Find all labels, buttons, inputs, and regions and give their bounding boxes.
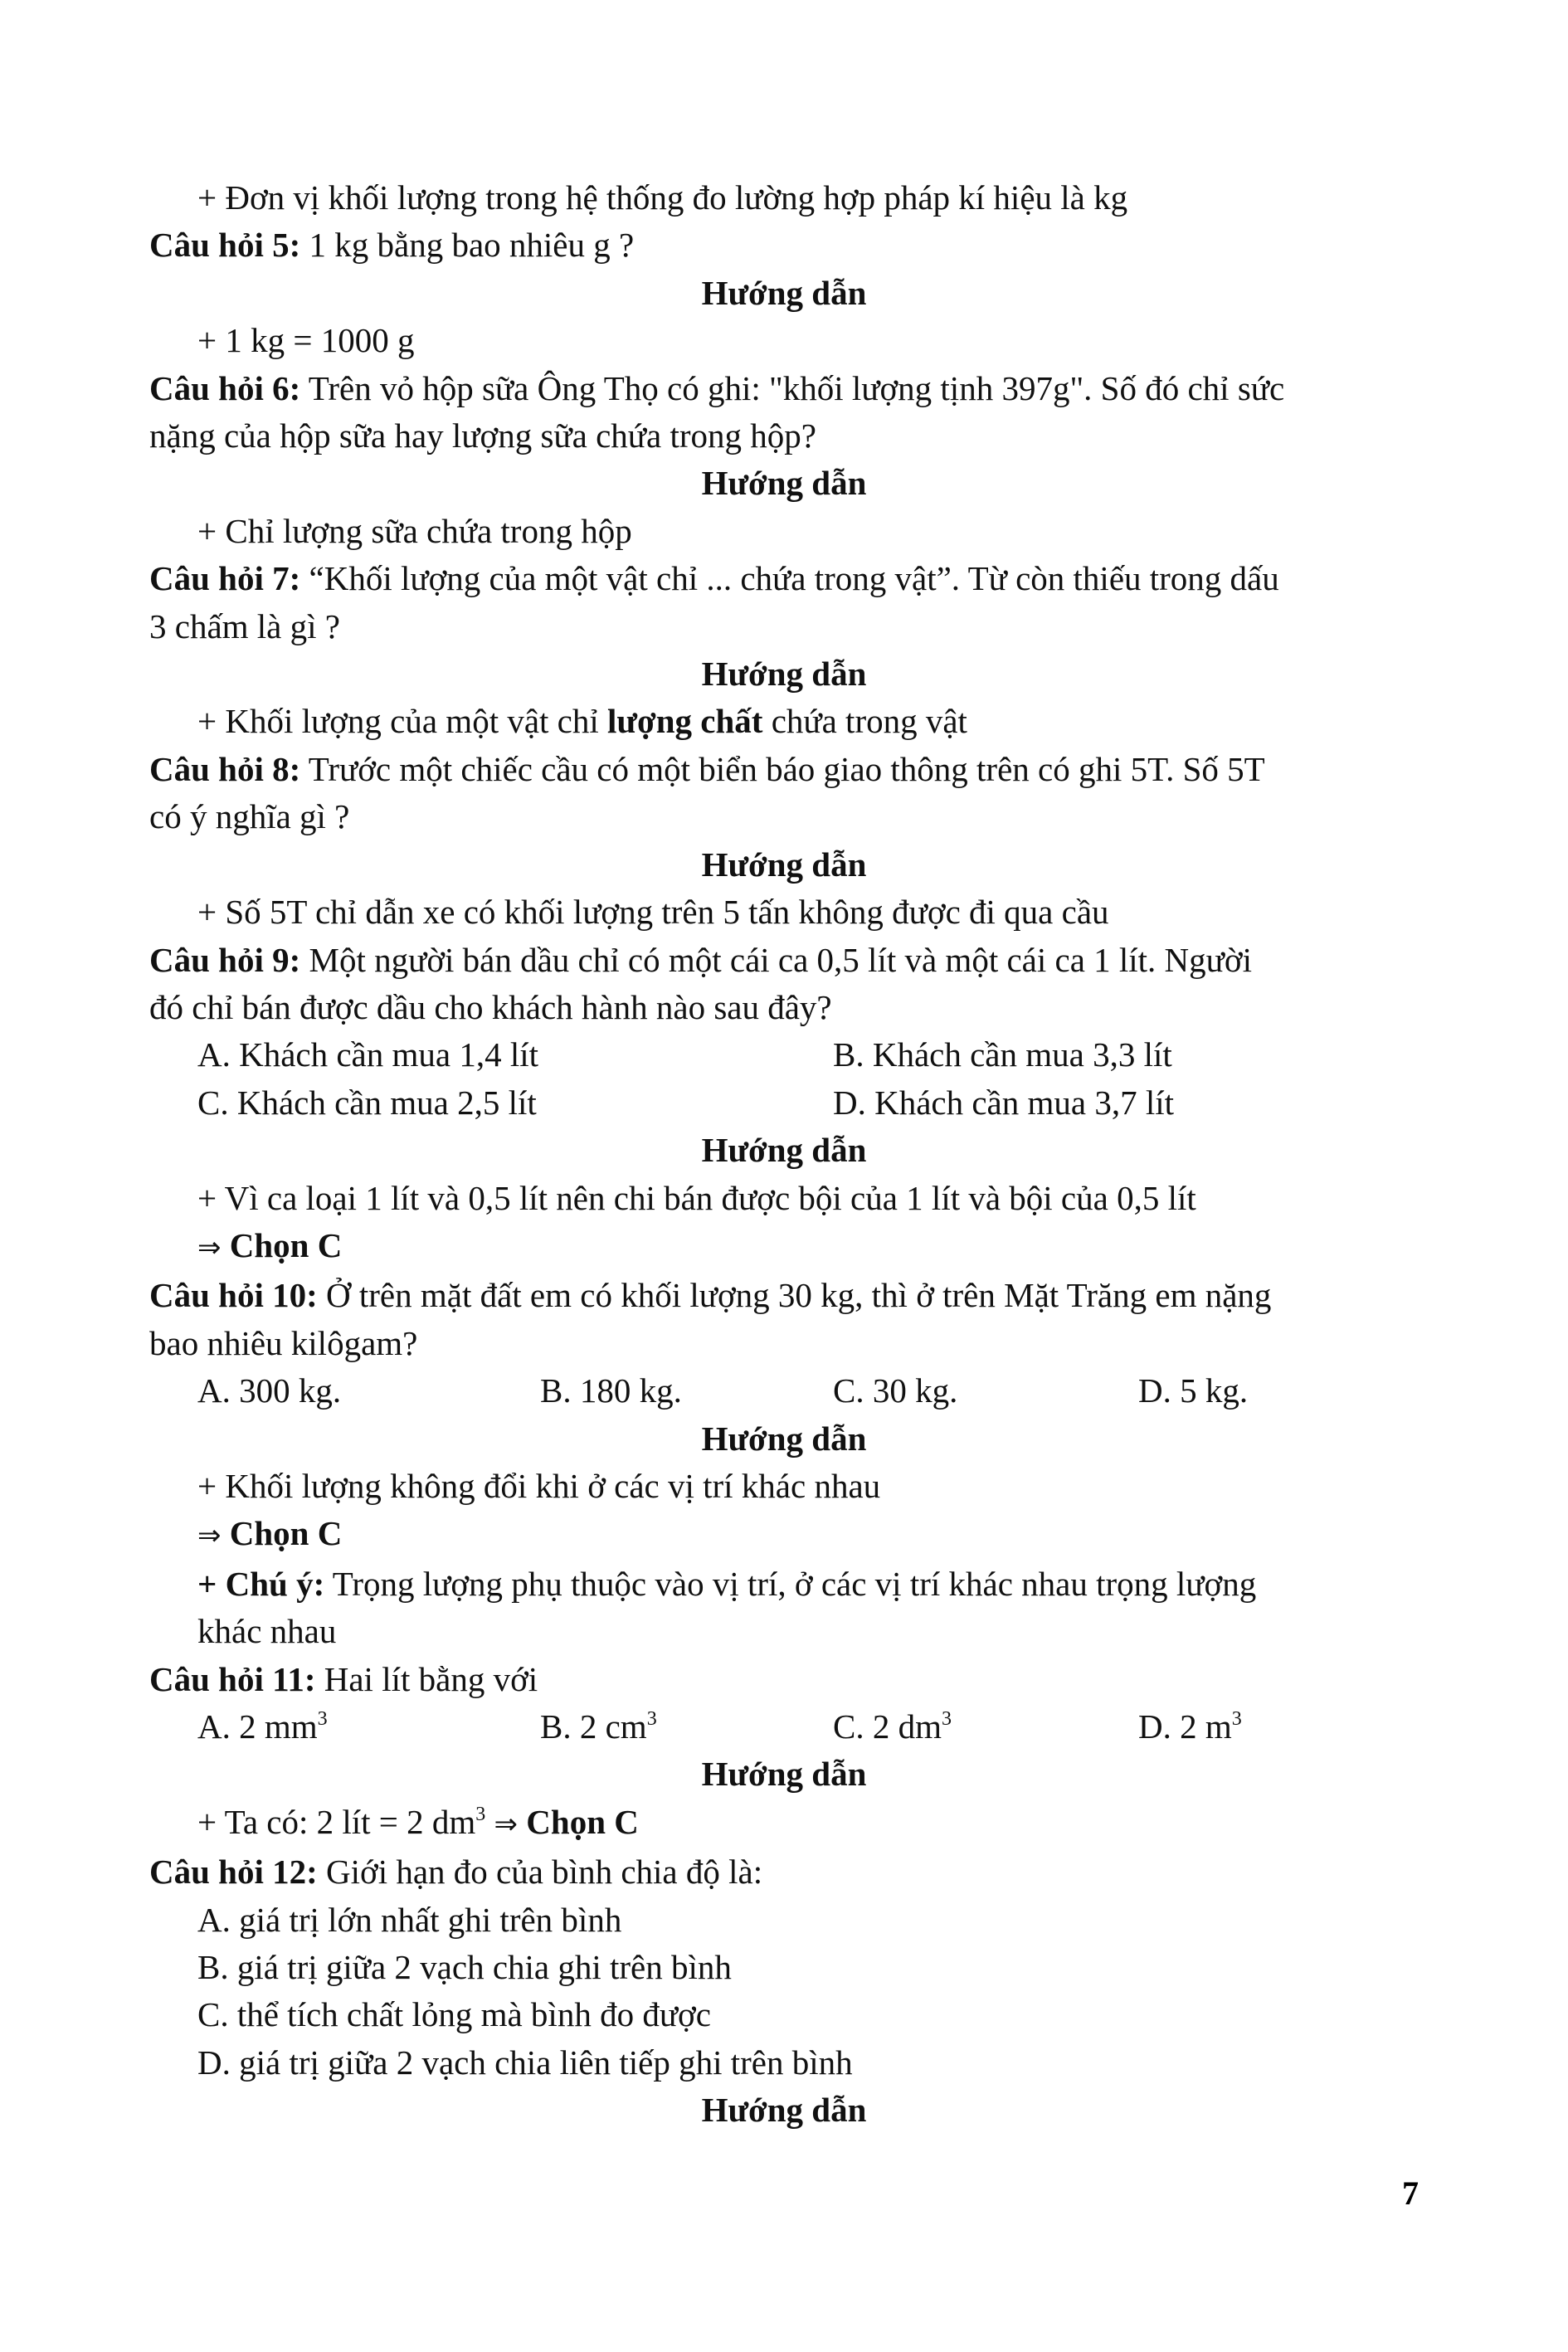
choice-10	[149, 1510, 1419, 1560]
answer-keyword: lượng chất	[607, 702, 763, 741]
choice-text: Chọn C	[526, 1802, 639, 1841]
guide-heading: Hướng dẫn	[701, 1419, 867, 1458]
question-text: Trước một chiếc cầu có một biển báo giao thông trên có ghi 5T. Số 5T	[300, 749, 1265, 788]
option-text: C. 2 dm	[833, 1707, 942, 1746]
document-page	[149, 174, 1419, 2135]
guide-heading: Hướng dẫn	[701, 2091, 867, 2130]
question-5	[149, 222, 1419, 269]
question-label: Câu hỏi 10:	[149, 1276, 318, 1315]
choice-text: Chọn C	[229, 1514, 343, 1553]
choice-9	[149, 1222, 1419, 1272]
question-7	[149, 555, 1419, 602]
options-row	[149, 1367, 1419, 1415]
option-c: C. 30 kg.	[833, 1371, 958, 1410]
guide-heading: Hướng dẫn	[701, 845, 867, 884]
question-label: Câu hỏi 7:	[149, 559, 301, 598]
answer-5: + 1 kg = 1000 g	[197, 321, 415, 360]
answer-8: + Số 5T chỉ dẫn xe có khối lượng trên 5 tấn không được đi qua cầu	[197, 893, 1109, 932]
question-9-cont: đó chỉ bán được dầu cho khách hành nào sau đây?	[149, 987, 832, 1026]
question-6-cont: nặng của hộp sữa hay lượng sữa chứa trong hộp?	[149, 416, 816, 455]
note-text: Trọng lượng phụ thuộc vào vị trí, ở các vị trí khác nhau trọng lượng	[324, 1564, 1257, 1603]
answer-7	[149, 698, 1419, 745]
question-7-cont: 3 chấm là gì ?	[149, 606, 340, 645]
option-d	[1138, 1703, 1242, 1751]
question-8-cont: có ý nghĩa gì ?	[149, 797, 350, 836]
option-b: B. Khách cần mua 3,3 lít	[833, 1035, 1172, 1074]
question-11	[149, 1656, 1419, 1703]
guide-heading: Hướng dẫn	[701, 273, 867, 312]
option-b: B. 180 kg.	[540, 1371, 682, 1410]
answer-text: chứa trong vật	[762, 702, 967, 741]
implies-arrow: ⇒	[197, 1519, 222, 1553]
options-row	[149, 1079, 1419, 1127]
intro-line: + Đơn vị khối lượng trong hệ thống đo lường hợp pháp kí hiệu là kg	[197, 178, 1128, 217]
question-text: 1 kg bằng bao nhiêu g ?	[300, 226, 635, 265]
option-c: C. thể tích chất lỏng mà bình đo được	[197, 1995, 711, 2034]
question-10-cont: bao nhiêu kilôgam?	[149, 1323, 418, 1362]
question-text: “Khối lượng của một vật chỉ ... chứa trong vật”. Từ còn thiếu trong dấu	[300, 559, 1279, 598]
answer-text: + Ta có: 2 lít = 2 dm	[197, 1802, 476, 1841]
answer-6: + Chỉ lượng sữa chứa trong hộp	[197, 511, 632, 550]
choice-text: Chọn C	[229, 1225, 343, 1264]
option-text: D. 2 m	[1138, 1707, 1232, 1746]
question-text: Giới hạn đo của bình chia độ là:	[317, 1853, 763, 1892]
page-number: 7	[1402, 2174, 1419, 2212]
question-label: Câu hỏi 6:	[149, 368, 301, 407]
question-label: Câu hỏi 5:	[149, 226, 301, 265]
question-text: Trên vỏ hộp sữa Ông Thọ có ghi: "khối lượng tịnh 397g". Số đó chỉ sức	[300, 368, 1285, 407]
guide-heading: Hướng dẫn	[701, 1131, 867, 1170]
option-text: B. 2 cm	[540, 1707, 647, 1746]
answer-11	[149, 1799, 1419, 1848]
option-a: A. 300 kg.	[197, 1371, 342, 1410]
exponent: 3	[646, 1708, 657, 1730]
guide-heading: Hướng dẫn	[701, 655, 867, 694]
exponent: 3	[475, 1803, 486, 1825]
option-c: C. Khách cần mua 2,5 lít	[197, 1083, 537, 1122]
question-label: Câu hỏi 12:	[149, 1853, 318, 1892]
answer-10: + Khối lượng không đổi khi ở các vị trí khác nhau	[197, 1466, 881, 1505]
implies-arrow: ⇒	[494, 1807, 519, 1841]
guide-heading: Hướng dẫn	[701, 1755, 867, 1794]
question-text: Một người bán dầu chỉ có một cái ca 0,5 lít và một cái ca 1 lít. Người	[300, 940, 1252, 979]
option-d: D. Khách cần mua 3,7 lít	[833, 1083, 1175, 1122]
question-text: Ở trên mặt đất em có khối lượng 30 kg, thì ở trên Mặt Trăng em nặng	[317, 1276, 1272, 1315]
option-text: A. 2 mm	[197, 1707, 318, 1746]
note-label: + Chú ý:	[197, 1564, 325, 1603]
options-row	[149, 1031, 1419, 1079]
option-a: A. Khách cần mua 1,4 lít	[197, 1035, 539, 1074]
implies-arrow: ⇒	[197, 1230, 222, 1264]
option-d: D. giá trị giữa 2 vạch chia liên tiếp ghi trên bình	[197, 2043, 853, 2082]
option-d: D. 5 kg.	[1138, 1371, 1249, 1410]
question-10	[149, 1272, 1419, 1319]
question-text: Hai lít bằng với	[315, 1659, 538, 1698]
note-10-cont: khác nhau	[197, 1612, 337, 1651]
option-a: A. giá trị lớn nhất ghi trên bình	[197, 1900, 622, 1939]
exponent: 3	[317, 1708, 328, 1730]
question-8	[149, 746, 1419, 793]
question-label: Câu hỏi 11:	[149, 1659, 316, 1698]
question-9	[149, 937, 1419, 984]
option-a	[197, 1703, 540, 1751]
question-12	[149, 1848, 1419, 1896]
question-6	[149, 365, 1419, 412]
answer-text: + Khối lượng của một vật chỉ	[197, 702, 608, 741]
option-c	[833, 1703, 1138, 1751]
guide-heading: Hướng dẫn	[701, 464, 867, 503]
options-row	[149, 1703, 1419, 1751]
answer-9: + Vì ca loại 1 lít và 0,5 lít nên chi bán được bội của 1 lít và bội của 0,5 lít	[197, 1178, 1196, 1217]
question-label: Câu hỏi 8:	[149, 749, 301, 788]
option-b	[540, 1703, 833, 1751]
exponent: 3	[1231, 1708, 1242, 1730]
note-10	[149, 1561, 1419, 1608]
option-b: B. giá trị giữa 2 vạch chia ghi trên bình	[197, 1948, 732, 1987]
question-label: Câu hỏi 9:	[149, 940, 301, 979]
exponent: 3	[942, 1708, 952, 1730]
